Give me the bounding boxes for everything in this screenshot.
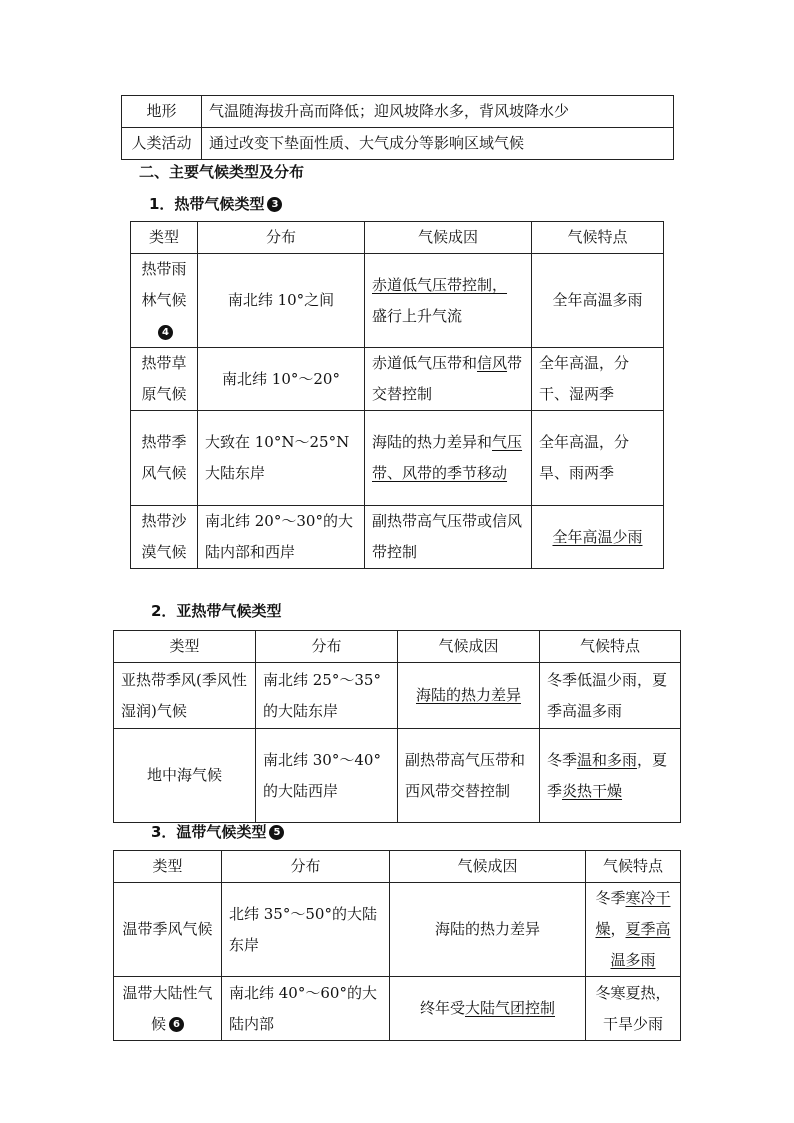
column-header: 气候特点 <box>532 222 664 254</box>
cause-cell: 海陆的热力差异 <box>390 883 586 977</box>
type-cell <box>131 348 198 411</box>
underlined-text: 全年高温少雨 <box>552 527 643 546</box>
circled-number-icon: 5 <box>269 825 284 840</box>
column-header: 分布 <box>256 631 398 663</box>
cause-text: 盛行上升气流 <box>372 306 463 325</box>
table-row <box>122 128 674 160</box>
type-cell <box>131 254 198 348</box>
column-header: 气候特点 <box>540 631 681 663</box>
column-header: 气候成因 <box>398 631 540 663</box>
section-title: 二、主要气候类型及分布 <box>139 163 305 181</box>
feature-text: ，夏季 <box>547 750 668 800</box>
column-header: 类型 <box>131 222 198 254</box>
cause-text: 海陆的热力差异和 <box>372 433 493 451</box>
underlined-text: 温和多雨 <box>577 750 638 769</box>
table-row <box>114 663 681 729</box>
effect-cell: 通过改变下垫面性质、大气成分等影响区域气候 <box>202 128 674 160</box>
type-line: 漠气候 <box>141 543 187 561</box>
distribution-line: 大致在 10°N～25°N <box>205 433 350 451</box>
column-header: 气候成因 <box>365 222 532 254</box>
intro-table <box>121 95 674 160</box>
temperate-heading <box>151 822 284 842</box>
column-header: 分布 <box>222 851 390 883</box>
underlined-text: 赤道低气压带控制， <box>372 275 508 294</box>
cause-cell <box>365 254 532 348</box>
cause-cell: 副热带高气压带和西风带交替控制 <box>398 729 540 823</box>
table-row <box>131 506 664 569</box>
underlined-text: 大陆气团控制 <box>465 999 556 1017</box>
underlined-text: 动 <box>492 464 508 482</box>
underlined-text: 夏季高温多雨 <box>610 920 671 969</box>
underlined-text: 海陆的热力差异 <box>415 686 521 704</box>
cause-cell <box>365 411 532 506</box>
temperate-table <box>113 850 681 1041</box>
table-row <box>114 729 681 823</box>
type-cell <box>114 977 222 1041</box>
type-line: 热带沙 <box>141 512 187 530</box>
factor-cell: 人类活动 <box>122 128 202 160</box>
column-header: 气候特点 <box>586 851 681 883</box>
factor-cell: 地形 <box>122 96 202 128</box>
table-row <box>131 348 664 411</box>
effect-cell: 气温随海拔升高而降低；迎风坡降水多，背风坡降水少 <box>202 96 674 128</box>
temperate-heading-text: 3．温带气候类型 <box>151 823 267 841</box>
distribution-cell: 南北纬 30°～40°的大陆西岸 <box>256 729 398 823</box>
feature-cell <box>532 506 664 569</box>
feature-text: 冬季 <box>595 889 626 907</box>
column-header: 类型 <box>114 851 222 883</box>
feature-cell: 全年高温多雨 <box>532 254 664 348</box>
type-cell: 地中海气候 <box>114 729 256 823</box>
feature-cell: 冬寒夏热，干旱少雨 <box>586 977 681 1041</box>
type-text: 温带大陆性气候 <box>122 983 213 1033</box>
circled-number-icon: 4 <box>158 325 173 340</box>
underlined-text: 寒冷干燥 <box>595 889 671 938</box>
type-cell <box>131 506 198 569</box>
underlined-text: 炎热干燥 <box>562 781 623 800</box>
cause-cell: 副热带高气压带或信风带控制 <box>365 506 532 569</box>
type-cell <box>131 411 198 506</box>
distribution-cell: 南北纬 10°之间 <box>198 254 365 348</box>
subtropical-table <box>113 630 681 823</box>
tropical-heading-text: 1．热带气候类型 <box>149 195 265 213</box>
table-header-row <box>114 851 681 883</box>
distribution-cell <box>198 411 365 506</box>
type-line: 热带草 <box>141 354 187 372</box>
table-row <box>122 96 674 128</box>
distribution-cell: 南北纬 20°～30°的大陆内部和西岸 <box>198 506 365 569</box>
cause-cell <box>390 977 586 1041</box>
cause-cell <box>398 663 540 729</box>
type-line: 风气候 <box>141 464 187 482</box>
column-header: 类型 <box>114 631 256 663</box>
table-row <box>114 883 681 977</box>
tropical-table <box>130 221 664 569</box>
column-header: 分布 <box>198 222 365 254</box>
table-header-row <box>114 631 681 663</box>
tropical-heading <box>149 194 282 214</box>
table-row <box>131 254 664 348</box>
cause-cell <box>365 348 532 411</box>
cause-text: 赤道低气压带和 <box>372 354 478 372</box>
feature-cell: 全年高温，分旱、雨两季 <box>532 411 664 506</box>
type-cell: 亚热带季风(季风性湿润)气候 <box>114 663 256 729</box>
table-header-row <box>131 222 664 254</box>
circled-number-icon: 3 <box>267 197 282 212</box>
table-row <box>131 411 664 506</box>
distribution-cell: 南北纬 10°～20° <box>198 348 365 411</box>
type-cell: 温带季风气候 <box>114 883 222 977</box>
table-row <box>114 977 681 1041</box>
feature-text: ， <box>610 920 626 938</box>
distribution-cell: 北纬 35°～50°的大陆东岸 <box>222 883 390 977</box>
cause-text: 带交替控制 <box>372 354 523 403</box>
type-line: 热带季 <box>141 433 187 451</box>
type-line: 热带雨 <box>141 260 187 278</box>
type-line: 原气候 <box>141 385 187 403</box>
feature-cell <box>540 729 681 823</box>
cause-text: 终年受 <box>419 999 465 1017</box>
underlined-text: 气压带、风带的季节移 <box>372 433 523 482</box>
column-header: 气候成因 <box>390 851 586 883</box>
type-line: 林气候 <box>141 291 187 309</box>
distribution-cell: 南北纬 25°～35°的大陆东岸 <box>256 663 398 729</box>
feature-cell <box>586 883 681 977</box>
distribution-line: 大陆东岸 <box>205 464 266 482</box>
underlined-text: 信风 <box>477 354 508 372</box>
feature-text: 冬季 <box>547 750 578 769</box>
distribution-cell: 南北纬 40°～60°的大陆内部 <box>222 977 390 1041</box>
circled-number-icon: 6 <box>169 1017 184 1032</box>
subtropical-heading: 2．亚热带气候类型 <box>151 602 282 620</box>
feature-cell: 冬季低温少雨，夏季高温多雨 <box>540 663 681 729</box>
feature-cell: 全年高温，分干、湿两季 <box>532 348 664 411</box>
